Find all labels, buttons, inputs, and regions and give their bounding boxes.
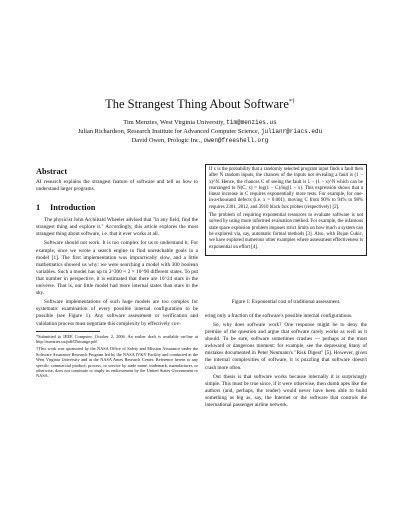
author-3-affiliation: David Owen, Prologic Inc., <box>131 137 204 145</box>
figure-1-paragraph-2: The problem of requiring exponential resources to evaluate software is not solved by using more informed evaluation method. For example, the infamous state space explosion problem imposes strict limits on how much a system can be explored via, say, automatic formal methods [3]. Also, with Bojan Cukic, we have explored numerous other examples where assessment effectiveness is exponential on effort [4]. <box>209 213 363 250</box>
footnote-divider <box>36 331 100 332</box>
footnote-sponsorship: †This work was sponsored by the NASA Office of Safety and Mission Assurance under the Software Assurance Research Program led by the NASA IV&V Facility and conducted at the West Virginia University and at the NASA Ames Research Center. Reference herein to any specific commercial product, process, or service by trade name, trademark, manufacturer, or otherwise, does not constitute or imply its endorsement by the United States Government or NASA. <box>36 346 198 379</box>
title-footnote-marks: *† <box>288 98 295 105</box>
body-paragraph-why-works: So, why does software work? One response might be to deny the premise of the question and argue that software rarely works as well as it should. To be sure, software sometimes crashes — perhaps at the most awkward or dangerous moment: for example, see the depressing litany of mistakes documented in Peter Neumann's "Risk Digest" [5]. However, given the internal complexities of software, it is puzzling that software doesn't crash more often. <box>205 321 367 371</box>
author-2-affiliation: Julian Richardson, Research Institute for Advanced Computer Science, <box>77 128 261 136</box>
abstract-text: AI research explains the strangest feature of software and tell us how to understand larger programs. <box>36 179 198 193</box>
figure-1-box <box>205 164 367 256</box>
author-1-affiliation: Tim Menzies, West Virginia University, <box>123 119 227 126</box>
abstract-heading: Abstract <box>36 167 68 176</box>
title-text: The Strangest Thing About Software <box>105 97 289 111</box>
left-column <box>36 167 198 381</box>
body-paragraph-continued: ering only a fraction of the software's possible internal configurations. <box>205 312 353 319</box>
author-1-email: tim@menzies.us <box>226 119 277 126</box>
author-2-email: julianr@riacs.edu <box>260 128 323 136</box>
right-column <box>205 164 367 411</box>
intro-paragraph-3: Software implementations of such huge models are too complex for systematic examination of every possible internal configuration to be possible (see Figure 1). Any software assessment or verification and validation process must negotiate this complexity by effectively cov- <box>36 299 198 327</box>
section-number: 1 <box>36 203 41 213</box>
intro-paragraph-2: Software should not work. It is too complex for us to understand it. For example, once we wrote a search engine to find unreachable goals in a model [1]. The first implementation was impractically slow, and a little mathematics showed us why: we were searching a model with 300 boolean variables. Such a model has up to 2^300 ≈ 2 × 10^90 different states. To put that number in perspective, it is estimated that there are 10^24 stars in the universe. That is, our little model had more internal states than stars in the sky. <box>36 240 198 297</box>
author-block <box>0 118 400 146</box>
paper-title <box>0 97 400 112</box>
intro-paragraph-1: The physicist John Archibald Wheeler advised that "in any field, find the strangest thing and explore it." Accordingly, this article explores the most strangest thing about software, i.e. that it ever works at all. <box>36 217 198 238</box>
author-line-3 <box>0 136 400 145</box>
author-3-email: owen@freeshell.org <box>203 137 269 145</box>
section-heading-introduction <box>36 203 198 212</box>
author-line-2 <box>0 127 400 136</box>
figure-1-paragraph-1: If x is the probability that a randomly selected program input finds a fault then after N random inputs, the chances of the inputs not revealing a fault is (1 − x)^N. Hence, the chances C of seeing the fault is 1 − (1 − x)^N which can be rearranged to N(C, x) = log(1 − C)/log(1 − x). This expression shows that a linear increase in C requires exponentially more tests. For example, for one-in-a-thousand defects (i.e. x = 0.001), moving C from 90% to 94% to 98% requires 2301, 2812, and 3910 black box probes (respectively) [2]. <box>209 167 363 210</box>
figure-1-caption: Figure 1: Exponential cost of traditional assessment. <box>231 298 341 305</box>
section-title: Introduction <box>50 203 96 213</box>
footnote-submission: *Submitted to IEEE Computer, October 2, 2006. An earlier draft is available on-line at http://menzies.us/pdf/05strange.pdf <box>36 333 198 344</box>
body-paragraph-thesis: Our thesis is that software works because internally it is surprisingly simple. This must be true since, if it were otherwise, then dumb apes like the authors (and, perhaps, the reader) would never have been able to build something as big as, say, the Internet or the software that controls the international passenger airline network. <box>205 373 367 408</box>
author-line-1 <box>0 118 400 127</box>
